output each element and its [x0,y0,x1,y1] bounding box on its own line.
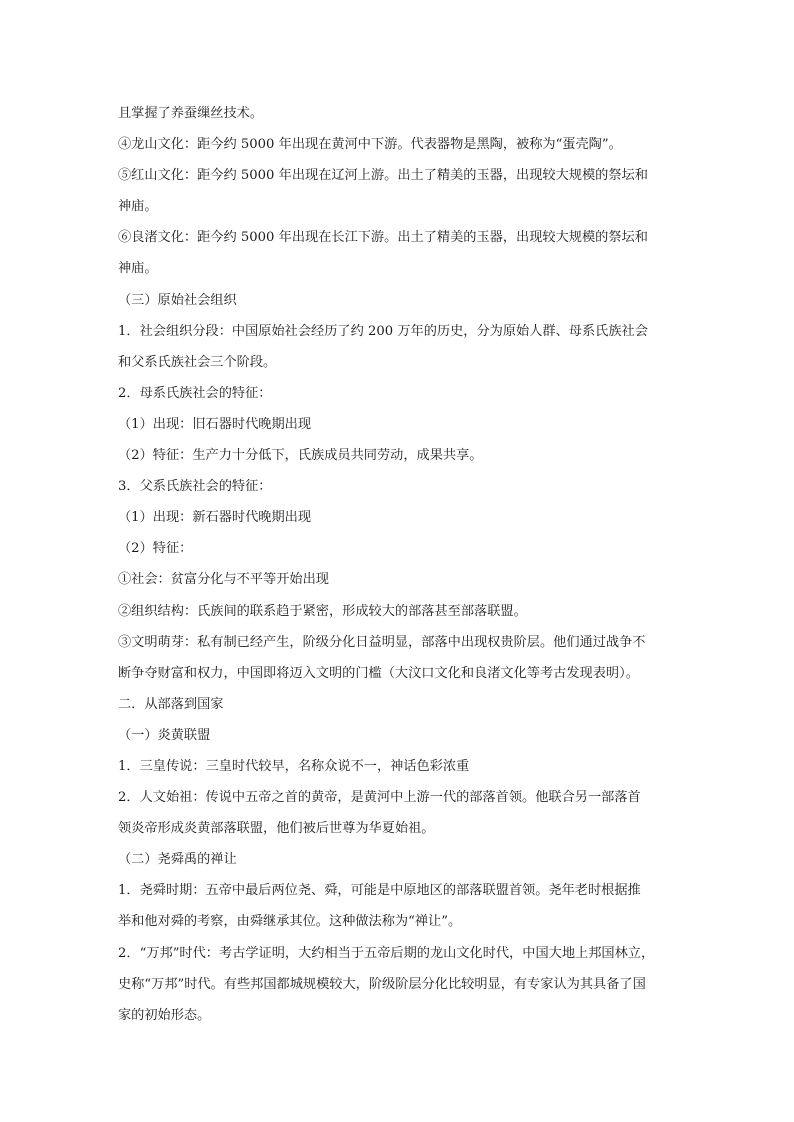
text-line: 神庙。 [118,199,158,215]
text-line: 1．三皇传说：三皇时代较早，名称众说不一，神话色彩浓重 [118,758,470,774]
text-line: 举和他对舜的考察，由舜继承其位。这种做法称为“禅让”。 [118,914,462,930]
text-line: 1．社会组织分段：中国原始社会经历了约 200 万年的历史，分为原始人群、母系氏族社会 [118,323,648,339]
text-line: ②组织结构：氏族间的联系趋于紧密，形成较大的部落甚至部落联盟。 [118,603,527,619]
text-line: ①社会：贫富分化与不平等开始出现 [118,572,329,588]
section-heading: 二．从部落到国家 [118,696,224,712]
text-line: 断争夺财富和权力，中国即将迈入文明的门槛（大汶口文化和良渚文化等考古发现表明）。 [118,665,639,681]
text-line: 且掌握了养蚕缫丝技术。 [118,106,264,121]
document-body [118,98,678,1031]
text-line: 2．母系氏族社会的特征： [118,385,272,401]
section-heading: （二）尧舜禹的禅让 [118,852,237,868]
text-line: （2）特征： [118,541,193,557]
text-line: 史称“万邦”时代。有些邦国都城规模较大，阶级阶层分化比较明显，有专家认为其具备了国 [118,976,646,992]
text-line: 领炎帝形成炎黄部落联盟，他们被后世尊为华夏始祖。 [118,821,435,837]
text-line: （2）特征：生产力十分低下，氏族成员共同劳动，成果共享。 [118,448,483,464]
text-line: 1．尧舜时期：五帝中最后两位尧、舜，可能是中原地区的部落联盟首领。尧年老时根据推 [118,883,641,899]
text-line: 3．父系氏族社会的特征： [118,479,272,495]
text-line: ⑤红山文化：距今约 5000 年出现在辽河上游。出土了精美的玉器，出现较大规模的祭坛和 [118,168,648,184]
text-line: 2．人文始祖：传说中五帝之首的黄帝，是黄河中上游一代的部落首领。他联合另一部落首 [118,790,641,806]
text-line: ③文明萌芽：私有制已经产生，阶级分化日益明显，部落中出现权贵阶层。他们通过战争不 [118,634,646,650]
text-line: 家的初始形态。 [118,1007,211,1023]
section-heading: （一）炎黄联盟 [118,727,211,743]
text-line: 2．“万邦”时代：考古学证明，大约相当于五帝后期的龙山文化时代，中国大地上邦国林立， [118,945,655,961]
text-line: ⑥良渚文化：距今约 5000 年出现在长江下游。出土了精美的玉器，出现较大规模的祭坛和 [118,230,648,246]
text-line: 和父系氏族社会三个阶段。 [118,354,277,370]
section-heading: （三）原始社会组织 [118,292,237,308]
text-line: （1）出现：新石器时代晚期出现 [118,510,312,526]
text-line: 神庙。 [118,261,158,277]
text-line: （1）出现：旧石器时代晚期出现 [118,416,312,432]
text-line: ④龙山文化：距今约 5000 年出现在黄河中下游。代表器物是黑陶，被称为“蛋壳陶”。 [118,137,622,153]
